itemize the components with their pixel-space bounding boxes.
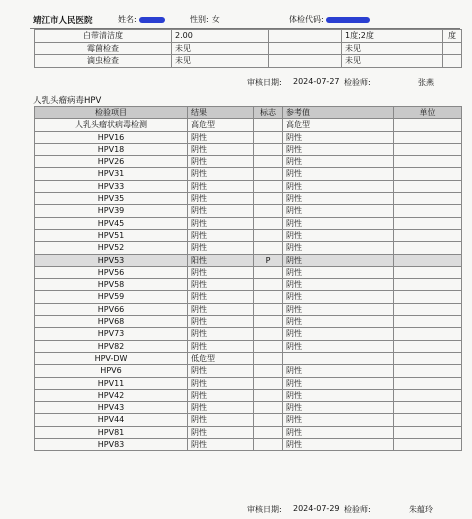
cell-ref: 阴性 (283, 168, 394, 180)
cell-ref: 阴性 (283, 279, 394, 291)
cell-result: 阴性 (188, 328, 254, 340)
cell-ref: 阴性 (283, 414, 394, 426)
cell-flag (254, 402, 283, 414)
cell-result: 阴性 (188, 340, 254, 352)
cell-ref: 阴性 (283, 193, 394, 205)
cell-ref: 阴性 (283, 426, 394, 438)
cell-result: 阴性 (188, 365, 254, 377)
table-row (35, 180, 462, 192)
inspector-name: 张燕 (418, 78, 434, 87)
table-row (35, 42, 462, 55)
table-row (35, 328, 462, 340)
table-row (35, 55, 462, 68)
cell-item: HPV43 (35, 402, 188, 414)
cell-ref: 未见 (342, 42, 443, 55)
cell-result: 阴性 (188, 242, 254, 254)
cell-item: 白带清洁度 (35, 30, 172, 43)
table-row (35, 316, 462, 328)
cell-item: HPV66 (35, 303, 188, 315)
table-row (35, 193, 462, 205)
cell-unit (394, 389, 462, 401)
redacted-exam-code (326, 17, 370, 23)
cell-result: 阴性 (188, 414, 254, 426)
cell-result: 阴性 (188, 402, 254, 414)
cell-ref: 阴性 (283, 340, 394, 352)
cell-flag (254, 439, 283, 451)
cell-item: HPV33 (35, 180, 188, 192)
cell-item: HPV44 (35, 414, 188, 426)
cell-item: HPV56 (35, 266, 188, 278)
cell-ref: 阴性 (283, 217, 394, 229)
table-row (35, 254, 462, 266)
table-row (35, 168, 462, 180)
cell-item: HPV68 (35, 316, 188, 328)
cell-flag (254, 205, 283, 217)
cell-unit (394, 119, 462, 131)
cell-unit (443, 42, 462, 55)
table-row (35, 205, 462, 217)
cell-unit (394, 168, 462, 180)
cell-unit (394, 266, 462, 278)
cell-result: 高危型 (188, 119, 254, 131)
cell-item: HPV59 (35, 291, 188, 303)
cell-unit (394, 303, 462, 315)
cell-result: 阴性 (188, 229, 254, 241)
table-row (35, 30, 462, 43)
exam-code-label: 体检代码: (289, 15, 324, 24)
header-result: 结果 (188, 107, 254, 119)
cell-flag (269, 30, 342, 43)
inspector-name: 朱蕴玲 (409, 505, 433, 514)
cell-item: HPV82 (35, 340, 188, 352)
patient-name-field (118, 14, 165, 25)
cell-item: HPV45 (35, 217, 188, 229)
cell-result: 阴性 (188, 426, 254, 438)
cell-flag (254, 119, 283, 131)
cell-item: HPV58 (35, 279, 188, 291)
cell-unit (394, 193, 462, 205)
exam-code-field (289, 14, 370, 25)
cell-ref: 阴性 (283, 242, 394, 254)
cell-unit (394, 254, 462, 266)
table-row (35, 242, 462, 254)
cell-unit (394, 414, 462, 426)
cell-ref: 1度;2度 (342, 30, 443, 43)
cell-unit (394, 279, 462, 291)
gender-value: 女 (211, 15, 220, 24)
cell-ref: 阴性 (283, 303, 394, 315)
cell-unit (394, 131, 462, 143)
table-header-row (35, 107, 462, 119)
cell-unit (394, 402, 462, 414)
table-row (35, 439, 462, 451)
cell-ref: 阴性 (283, 402, 394, 414)
cell-ref: 阴性 (283, 291, 394, 303)
cell-flag (254, 156, 283, 168)
cell-flag (254, 229, 283, 241)
cell-ref: 阴性 (283, 131, 394, 143)
cell-flag (254, 266, 283, 278)
cell-item: HPV26 (35, 156, 188, 168)
cell-result: 阴性 (188, 143, 254, 155)
cell-unit (394, 143, 462, 155)
cell-result: 阴性 (188, 156, 254, 168)
cell-result: 阴性 (188, 168, 254, 180)
cell-flag (254, 217, 283, 229)
cell-ref: 阴性 (283, 439, 394, 451)
cell-item: HPV73 (35, 328, 188, 340)
cell-ref: 阴性 (283, 328, 394, 340)
cell-item: HPV31 (35, 168, 188, 180)
cell-unit (394, 229, 462, 241)
cell-result: 阳性 (188, 254, 254, 266)
cell-item: HPV11 (35, 377, 188, 389)
table-row (35, 402, 462, 414)
cell-flag (254, 426, 283, 438)
cell-item: HPV52 (35, 242, 188, 254)
cell-result: 阴性 (188, 439, 254, 451)
inspector-label: 检验师: (344, 78, 371, 87)
cell-result: 阴性 (188, 266, 254, 278)
cell-ref: 阴性 (283, 229, 394, 241)
cell-flag (254, 131, 283, 143)
cell-item: HPV18 (35, 143, 188, 155)
name-label: 姓名: (118, 15, 137, 24)
review-date: 2024-07-29 (293, 504, 340, 513)
cell-flag (254, 180, 283, 192)
table-row (35, 119, 462, 131)
header-item: 检验项目 (35, 107, 188, 119)
header-reference: 参考值 (283, 107, 394, 119)
cell-item: HPV42 (35, 389, 188, 401)
cell-flag (254, 389, 283, 401)
cell-ref: 阴性 (283, 377, 394, 389)
cell-unit (394, 439, 462, 451)
cell-item: HPV81 (35, 426, 188, 438)
table-row (35, 131, 462, 143)
cell-result: 阴性 (188, 279, 254, 291)
cell-ref: 高危型 (283, 119, 394, 131)
table-row (35, 377, 462, 389)
cell-flag (254, 340, 283, 352)
hpv-result-table (34, 106, 462, 451)
cell-result: 阴性 (188, 180, 254, 192)
cell-item: HPV53 (35, 254, 188, 266)
cell-item: HPV16 (35, 131, 188, 143)
cell-unit (394, 291, 462, 303)
table-row (35, 291, 462, 303)
review-date: 2024-07-27 (293, 77, 340, 86)
cell-flag (254, 291, 283, 303)
table-row (35, 217, 462, 229)
cell-flag (254, 377, 283, 389)
cell-unit (394, 377, 462, 389)
cell-flag (254, 143, 283, 155)
hospital-name: 靖江市人民医院 (33, 16, 93, 26)
cell-ref: 阴性 (283, 180, 394, 192)
header-unit: 单位 (394, 107, 462, 119)
cell-unit (394, 426, 462, 438)
table-row (35, 426, 462, 438)
cell-flag (254, 328, 283, 340)
table-row (35, 414, 462, 426)
cell-result: 阴性 (188, 389, 254, 401)
cell-ref: 阴性 (283, 266, 394, 278)
cell-flag (269, 42, 342, 55)
redacted-name (139, 17, 165, 23)
cell-ref: 未见 (342, 55, 443, 68)
cell-ref: 阴性 (283, 389, 394, 401)
cell-item: 霉菌检查 (35, 42, 172, 55)
section-title: 人乳头瘤病毒HPV (33, 96, 102, 106)
cell-unit: 度 (443, 30, 462, 43)
cell-flag (254, 365, 283, 377)
gender-label: 性别: (190, 15, 209, 24)
cell-item: 滴虫检查 (35, 55, 172, 68)
cell-flag (254, 303, 283, 315)
inspector-label: 检验师: (344, 505, 371, 514)
cell-result: 低危型 (188, 352, 254, 364)
cell-item: HPV35 (35, 193, 188, 205)
cell-unit (394, 242, 462, 254)
cell-item: 人乳头瘤状病毒检测 (35, 119, 188, 131)
table-row (35, 143, 462, 155)
cell-ref: 阴性 (283, 316, 394, 328)
cell-flag (254, 279, 283, 291)
cell-item: HPV39 (35, 205, 188, 217)
vaginal-exam-table (34, 29, 462, 68)
cell-result: 阴性 (188, 316, 254, 328)
cell-unit (394, 352, 462, 364)
cell-unit (394, 217, 462, 229)
cell-item: HPV-DW (35, 352, 188, 364)
review-date-label: 审核日期: (247, 505, 282, 514)
cell-result: 未见 (172, 55, 269, 68)
cell-flag (254, 316, 283, 328)
cell-flag (269, 55, 342, 68)
cell-flag (254, 168, 283, 180)
cell-result: 阴性 (188, 193, 254, 205)
cell-result: 阴性 (188, 291, 254, 303)
cell-item: HPV6 (35, 365, 188, 377)
cell-unit (394, 328, 462, 340)
cell-unit (394, 156, 462, 168)
cell-flag: P (254, 254, 283, 266)
cell-result: 阴性 (188, 377, 254, 389)
cell-flag (254, 242, 283, 254)
table-row (35, 279, 462, 291)
cell-ref: 阴性 (283, 365, 394, 377)
cell-flag (254, 414, 283, 426)
cell-result: 阴性 (188, 131, 254, 143)
table-row (35, 266, 462, 278)
header-flag: 标志 (254, 107, 283, 119)
cell-unit (394, 205, 462, 217)
cell-item: HPV51 (35, 229, 188, 241)
table-row (35, 340, 462, 352)
cell-result: 2.00 (172, 30, 269, 43)
cell-result: 阴性 (188, 303, 254, 315)
cell-ref: 阴性 (283, 143, 394, 155)
cell-result: 阴性 (188, 217, 254, 229)
table-row (35, 156, 462, 168)
cell-result: 阴性 (188, 205, 254, 217)
report-header (0, 14, 472, 28)
cell-unit (394, 340, 462, 352)
cell-unit (443, 55, 462, 68)
cell-unit (394, 180, 462, 192)
table-row (35, 229, 462, 241)
cell-ref: 阴性 (283, 254, 394, 266)
cell-flag (254, 193, 283, 205)
cell-result: 未见 (172, 42, 269, 55)
table-row (35, 303, 462, 315)
cell-flag (254, 352, 283, 364)
gender-field (190, 14, 220, 25)
table-row (35, 352, 462, 364)
table-row (35, 389, 462, 401)
cell-ref (283, 352, 394, 364)
review-date-label: 审核日期: (247, 78, 282, 87)
cell-ref: 阴性 (283, 205, 394, 217)
table-row (35, 365, 462, 377)
cell-item: HPV83 (35, 439, 188, 451)
cell-ref: 阴性 (283, 156, 394, 168)
cell-unit (394, 316, 462, 328)
cell-unit (394, 365, 462, 377)
